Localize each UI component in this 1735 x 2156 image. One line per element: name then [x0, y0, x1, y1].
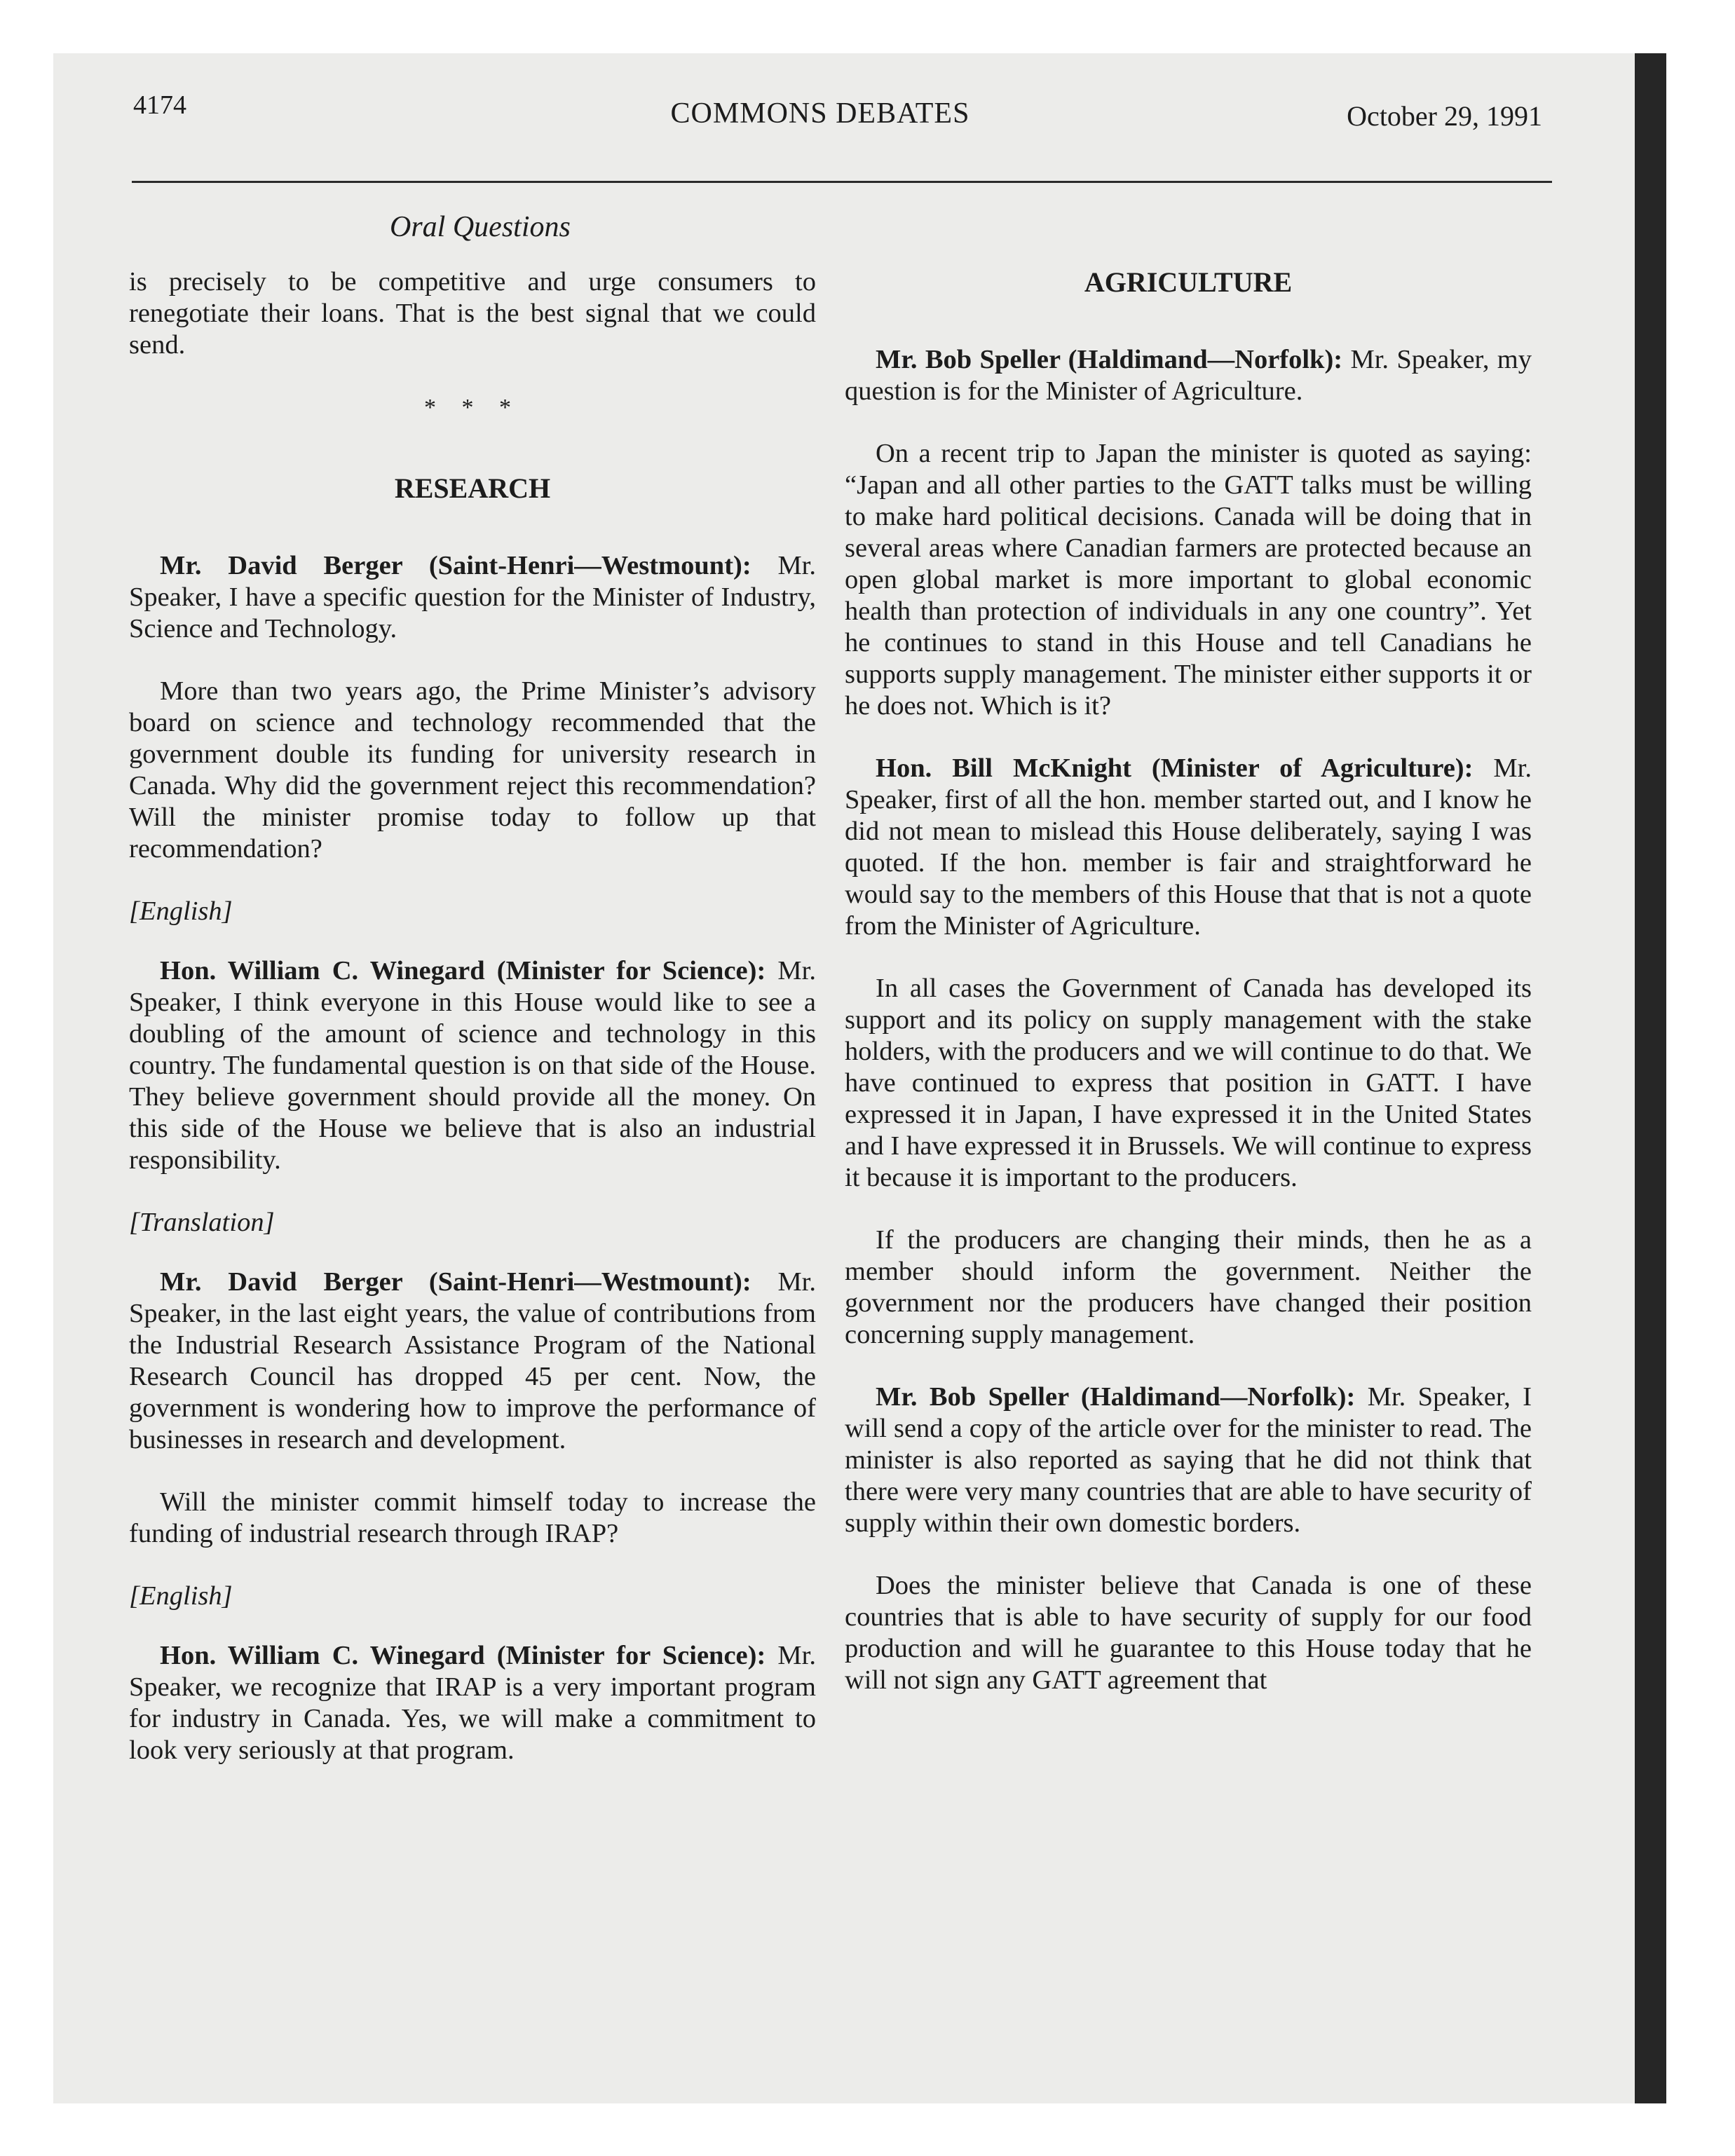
publication-title: COMMONS DEBATES: [670, 97, 970, 130]
paragraph: [845, 344, 1532, 407]
paragraph: [129, 1267, 816, 1456]
paragraph: is precisely to be competitive and urge consumers to renegotiate their loans. That is the best signal that we could send.: [129, 267, 816, 360]
speaker-name: Mr. Bob Speller (Haldimand—Norfolk):: [876, 1382, 1356, 1412]
left-column: [129, 266, 816, 1797]
speaker-name: Mr. Bob Speller (Haldimand—Norfolk):: [876, 345, 1343, 374]
scan-edge-shadow: [1635, 53, 1666, 2103]
page-number: 4174: [133, 90, 186, 120]
speech-text: Mr. Speaker, we recognize that IRAP is a very important program for industry in Canada. Yes, we will make a commitment to look very seriously at that program.: [129, 1641, 816, 1765]
speech-text: Mr. Speaker, I will send a copy of the article over for the minister to read. The minister is also reported as saying that he did not think that there were very many countries that are able to have security of supply within their own domestic borders.: [845, 1382, 1532, 1538]
speech-text: Mr. Speaker, first of all the hon. member started out, and I know he did not mean to mislead this House deliberately, saying I was quoted. If the hon. member is fair and straightforward he would say to the members of this House that that is not a quote from the Minister of Agriculture.: [845, 753, 1532, 941]
speaker-name: Mr. David Berger (Saint-Henri—Westmount):: [160, 551, 751, 580]
section-label: Oral Questions: [390, 211, 571, 243]
language-tag: [English]: [129, 1581, 233, 1611]
paragraph: [845, 1381, 1532, 1539]
paragraph: Does the minister believe that Canada is one of these countries that is able to have security of supply for our food production and will he guarantee to this House today that he will not sign any GATT agreement that: [845, 1571, 1532, 1695]
paragraph: [129, 1640, 816, 1766]
speaker-name: Mr. David Berger (Saint-Henri—Westmount):: [160, 1267, 751, 1297]
section-heading: AGRICULTURE: [1084, 266, 1293, 298]
paragraph: More than two years ago, the Prime Minister’s advisory board on science and technology recommended that the government double its funding for university research in Canada. Why did the government reject this recommendation? Will the minister promise today to follow up that recommendation?: [129, 676, 816, 864]
speech-text: Mr. Speaker, my question is for the Minister of Agriculture.: [845, 345, 1532, 406]
section-separator: * * *: [424, 395, 521, 421]
page-header: [77, 84, 1563, 135]
speaker-name: Hon. William C. Winegard (Minister for Science):: [160, 956, 766, 985]
speaker-name: Hon. Bill McKnight (Minister of Agriculture):: [876, 753, 1474, 783]
paragraph: [129, 550, 816, 645]
speech-text: Mr. Speaker, I think everyone in this House would like to see a doubling of the amount of science and technology in this country. The fundamental question is on that side of the House. They believe government should provide all the money. On this side of the House we believe that is also an industrial responsibility.: [129, 956, 816, 1175]
paragraph: On a recent trip to Japan the minister is quoted as saying: “Japan and all other parties to the GATT talks must be willing to make hard political decisions. Canada will be doing that in several areas where Canadian farmers are protected because an open global market is more important to global economic health than protection of individuals in any one country”. Yet he continues to stand in this House and tell Canadians he supports supply management. The minister either supports it or he does not. Which is it?: [845, 439, 1532, 721]
paragraph: Will the minister commit himself today to increase the funding of industrial research through IRAP?: [129, 1487, 816, 1548]
section-heading: RESEARCH: [394, 472, 551, 504]
speech-text: Mr. Speaker, I have a specific question for the Minister of Industry, Science and Technology.: [129, 551, 816, 643]
publication-date: October 29, 1991: [1347, 100, 1542, 132]
speech-text: Mr. Speaker, in the last eight years, the value of contributions from the Industrial Research Assistance Program of the National Research Council has dropped 45 per cent. Now, the government is wondering how to improve the performance of businesses in research and development.: [129, 1267, 816, 1454]
paragraph: [845, 753, 1532, 942]
paragraph: In all cases the Government of Canada has developed its support and its policy on supply management with the stake holders, with the producers and we will continue to do that. We have continued to express that position in GATT. I have expressed it in Japan, I have expressed it in the United States and I have expressed it in Brussels. We will continue to express it because it is important to the producers.: [845, 974, 1532, 1192]
header-rule: [132, 181, 1552, 183]
right-column: [845, 266, 1532, 1727]
language-tag: [English]: [129, 896, 233, 926]
speaker-name: Hon. William C. Winegard (Minister for Science):: [160, 1641, 766, 1670]
paragraph: If the producers are changing their minds, then he as a member should inform the government. Neither the government nor the producers have changed their position concerning supply management.: [845, 1225, 1532, 1349]
language-tag: [Translation]: [129, 1208, 275, 1237]
paragraph: [129, 955, 816, 1176]
